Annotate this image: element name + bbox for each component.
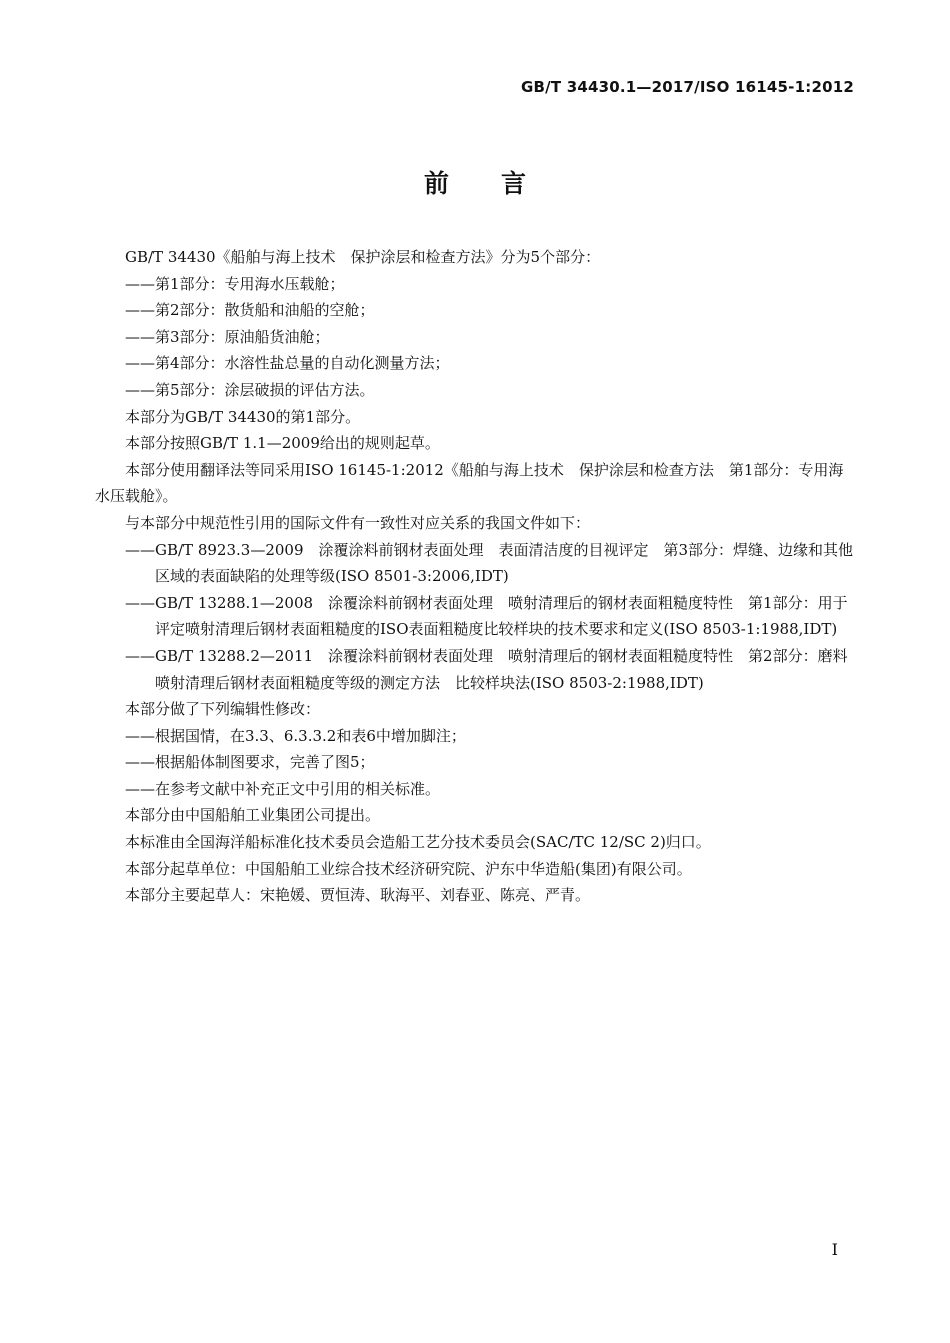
list-item: ——第3部分：原油船货油舱；	[125, 327, 330, 346]
standard-code-header: GB/T 34430.1—2017/ISO 16145-1:2012	[521, 78, 854, 96]
paragraph: 本部分使用翻译法等同采用ISO 16145-1:2012《船舶与海上技术 保护涂层和检查方法 第1部分：专用海水压载舱》。	[95, 460, 844, 506]
list-item: ——第5部分：涂层破损的评估方法。	[125, 380, 375, 399]
list-item: ——第2部分：散货船和油船的空舱；	[125, 301, 375, 320]
paragraph: 本部分按照GB/T 1.1—2009给出的规则起草。	[125, 434, 440, 453]
list-item: ——第4部分：水溶性盐总量的自动化测量方法；	[125, 354, 450, 373]
reference-list-item: ——GB/T 13288.2—2011 涂覆涂料前钢材表面处理 喷射清理后的钢材表面粗糙度特性 第2部分：磨料喷射清理后钢材表面粗糙度等级的测定方法 比较样块法(ISO 8503-2:1988,IDT)	[125, 646, 848, 692]
paragraph: 本部分起草单位：中国船舶工业综合技术经济研究院、沪东中华造船(集团)有限公司。	[125, 859, 692, 878]
paragraph: 本部分为GB/T 34430的第1部分。	[125, 407, 361, 426]
reference-list-item: ——GB/T 8923.3—2009 涂覆涂料前钢材表面处理 表面清洁度的目视评定 第3部分：焊缝、边缘和其他区域的表面缺陷的处理等级(ISO 8501-3:2006,IDT)	[125, 540, 854, 586]
paragraph: 本部分主要起草人：宋艳媛、贾恒涛、耿海平、刘春亚、陈亮、严青。	[125, 886, 591, 905]
paragraph: 本部分由中国船舶工业集团公司提出。	[125, 806, 381, 825]
list-item: ——根据船体制图要求，完善了图5；	[125, 753, 375, 772]
paragraph: 本部分做了下列编辑性修改：	[125, 700, 321, 719]
list-item: ——在参考文献中补充正文中引用的相关标准。	[125, 779, 441, 798]
page-number: I	[831, 1240, 838, 1259]
foreword-body	[95, 244, 857, 909]
intro-paragraph: GB/T 34430《船舶与海上技术 保护涂层和检查方法》分为5个部分：	[125, 248, 601, 266]
list-item: ——根据国情，在3.3、6.3.3.2和表6中增加脚注；	[125, 726, 466, 745]
reference-list-item: ——GB/T 13288.1—2008 涂覆涂料前钢材表面处理 喷射清理后的钢材表面粗糙度特性 第1部分：用于评定喷射清理后钢材表面粗糙度的ISO表面粗糙度比较样块的技术要求和定义(ISO 8503-1:1988,IDT)	[125, 593, 848, 639]
list-item: ——第1部分：专用海水压载舱；	[125, 274, 345, 293]
paragraph: 与本部分中规范性引用的国际文件有一致性对应关系的我国文件如下：	[125, 513, 591, 532]
paragraph: 本标准由全国海洋船标准化技术委员会造船工艺分技术委员会(SAC/TC 12/SC 2)归口。	[125, 833, 711, 852]
page-title: 前言	[423, 169, 578, 198]
